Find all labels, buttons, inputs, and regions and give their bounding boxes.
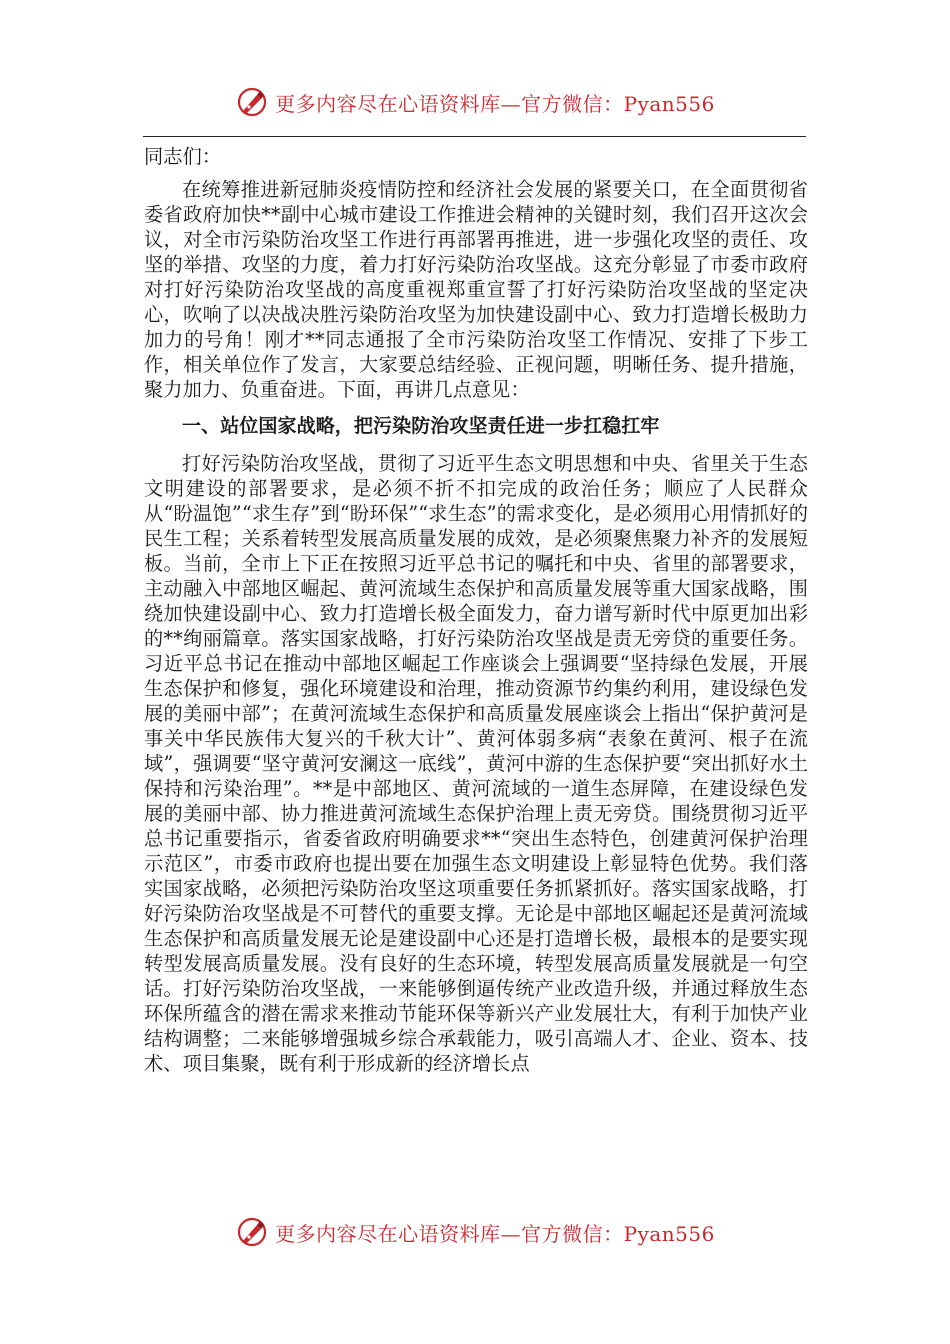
pen-nib-logo-icon (235, 85, 269, 119)
document-body (144, 144, 808, 1076)
watermark-banner-top (0, 82, 950, 122)
header-rule (143, 136, 806, 137)
section-heading-1: 一、站位国家战略，把污染防治攻坚责任进一步扛稳扛牢 (182, 415, 660, 437)
watermark-text: 更多内容尽在心语资料库—官方微信：Pyan556 (275, 91, 715, 116)
pen-nib-logo-icon (235, 1215, 269, 1249)
paragraph-section-1: 打好污染防治攻坚战，贯彻了习近平生态文明思想和中央、省里关于生态文明建设的部署要求，是必须不折不扣完成的政治任务；顺应了人民群众从“盼温饱”“求生存”到“盼环保”“求生态”的需求变化，是必须用心用情抓好的民生工程；关系着转型发展高质量发展的成效，是必须聚焦聚力补齐的发展短板。当前，全市上下正在按照习近平总书记的嘱托和中央、省里的部署要求，主动融入中部地区崛起、黄河流域生态保护和高质量发展等重大国家战略，围绕加快建设副中心、致力打造增长极全面发力，奋力谱写新时代中原更加出彩的**绚丽篇章。落实国家战略，打好污染防治攻坚战是责无旁贷的重要任务。习近平总书记在推动中部地区崛起工作座谈会上强调要“坚持绿色发展，开展生态保护和修复，强化环境建设和治理，推动资源节约集约利用，建设绿色发展的美丽中部”；在黄河流域生态保护和高质量发展座谈会上指出“保护黄河是事关中华民族伟大复兴的千秋大计”、黄河体弱多病“表象在黄河、根子在流域”，强调要“坚守黄河安澜这一底线”，黄河中游的生态保护要“突出抓好水土保持和污染治理”。**是中部地区、黄河流域的一道生态屏障，在建设绿色发展的美丽中部、协力推进黄河流域生态保护治理上责无旁贷。围绕贯彻习近平总书记重要指示，省委省政府明确要求**“突出生态特色，创建黄河保护治理示范区”，市委市政府也提出要在加强生态文明建设上彰显特色优势。我们落实国家战略，必须把污染防治攻坚这项重要任务抓紧抓好。落实国家战略，打好污染防治攻坚战是不可替代的重要支撑。无论是中部地区崛起还是黄河流域生态保护和高质量发展无论是建设副中心还是打造增长极，最根本的是要实现转型发展高质量发展。没有良好的生态环境，转型发展高质量发展就是一句空话。打好污染防治攻坚战，一来能够倒逼传统产业改造升级，并通过释放生态环保所蕴含的潜在需求来推动节能环保等新兴产业发展壮大，有利于加快产业结构调整；二来能够增强城乡综合承载能力，吸引高端人才、企业、资本、技术、项目集聚，既有利于形成新的经济增长点 (144, 452, 808, 1075)
salutation: 同志们： (144, 145, 222, 168)
paragraph-intro: 在统筹推进新冠肺炎疫情防控和经济社会发展的紧要关口，在全面贯彻省委省政府加快**副中心城市建设工作推进会精神的关键时刻，我们召开这次会议，对全市污染防治攻坚工作进行再部署再推进，进一步强化攻坚的责任、攻坚的举措、攻坚的力度，着力打好污染防治攻坚战。这充分彰显了市委市政府对打好污染防治攻坚战的高度重视郑重宣誓了打好污染防治攻坚战的坚定决心，吹响了以决战决胜污染防治攻坚为加快建设副中心、致力打造增长极助力加力的号角！刚才**同志通报了全市污染防治攻坚工作情况、安排了下步工作，相关单位作了发言，大家要总结经验、正视问题，明晰任务、提升措施，聚力加力、负重奋进。下面，再讲几点意见： (144, 178, 808, 401)
watermark-banner-bottom (0, 1212, 950, 1252)
watermark-text: 更多内容尽在心语资料库—官方微信：Pyan556 (275, 1221, 715, 1246)
